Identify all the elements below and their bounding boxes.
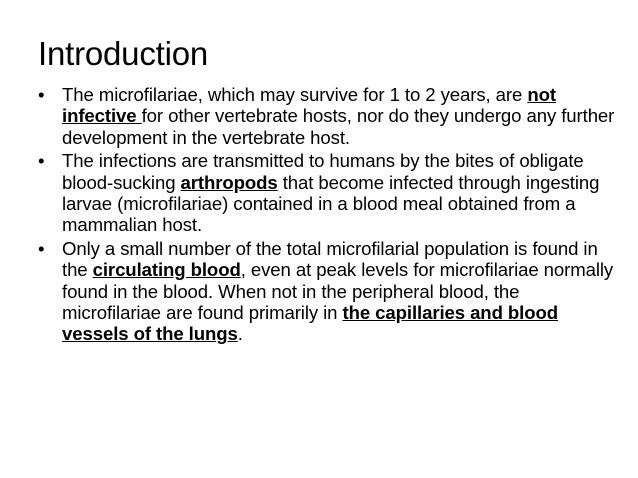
text-segment: Only a small number of the total microfilarial population is found in the [62, 237, 598, 281]
bullet-icon: • [38, 84, 45, 105]
text-segment: The microfilariae, which may survive for 1 to 2 years, are [62, 84, 528, 105]
bullet-item [38, 238, 618, 345]
bullet-item [38, 84, 618, 148]
bullet-list [38, 84, 618, 345]
emphasized-term: the capillaries and blood vessels of the lungs [62, 302, 558, 345]
bullet-text [62, 84, 614, 148]
text-segment: . [237, 323, 243, 345]
text-segment: , even at peak levels for microfilariae normally found in the blood. When not in the peripheral blood, the microfilariae are found primarily in [62, 259, 614, 324]
bullet-text [62, 238, 613, 345]
text-segment: The infections are transmitted to humans by the bites of obligate blood-sucking [62, 150, 584, 193]
bullet-icon: • [38, 237, 45, 259]
bullet-item [38, 150, 618, 236]
emphasized-term: arthropods [180, 171, 278, 193]
bullet-text [62, 150, 599, 235]
text-segment: that become infected through ingesting larvae (microfilariae) contained in a blood meal obtained from a mammalian host. [62, 171, 600, 236]
text-segment: for other vertebrate hosts, nor do they undergo any further development in the vertebrate host. [62, 105, 615, 148]
slide-title: Introduction [38, 35, 209, 72]
bullet-icon: • [38, 150, 45, 172]
emphasized-term: not infective [62, 84, 556, 127]
emphasized-term: circulating blood [92, 259, 241, 281]
